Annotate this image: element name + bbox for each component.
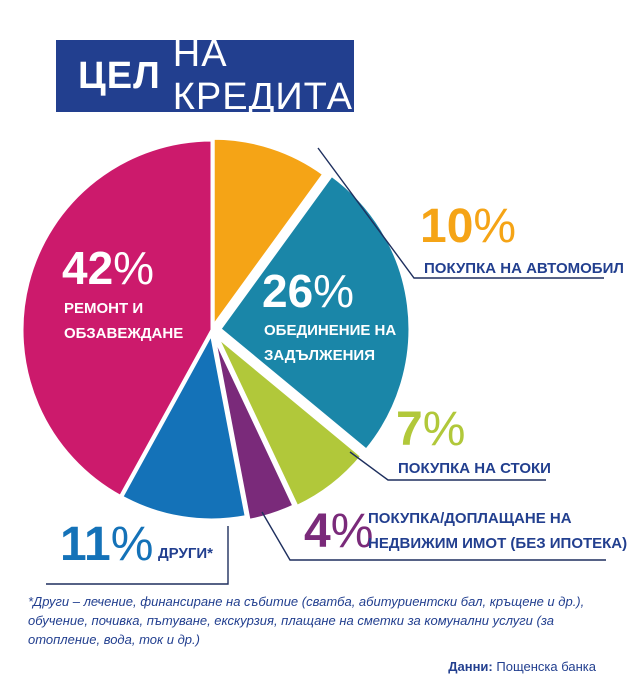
pct-other: 11% [60, 518, 154, 571]
label-estate-1: ПОКУПКА/ДОПЛАЩАНЕ НА [368, 510, 572, 527]
label-repair-1: РЕМОНТ И [64, 300, 144, 317]
label-debt-1: ОБЕДИНЕНИЕ НА [264, 322, 397, 339]
source-label: Данни: [448, 659, 493, 674]
pct-car: 10% [420, 200, 517, 253]
title-bold: ЦЕЛ [78, 54, 161, 97]
title-regular: НА КРЕДИТА [172, 33, 353, 118]
pct-debt: 26% [262, 265, 355, 317]
label-other: ДРУГИ* [158, 545, 213, 562]
label-repair-2: ОБЗАВЕЖДАНЕ [64, 325, 184, 342]
source [448, 659, 596, 674]
label-estate-2: НЕДВИЖИМ ИМОТ (БЕЗ ИПОТЕКА) [368, 535, 628, 552]
footnote: *Други – лечение, финансиране на събитие (сватба, абитуриентски бал, кръщене и др.), обучение, почивка, пътуване, екскурзия, плащане на сметки за комунални услуги (за отопление, вода, ток и др.) [28, 594, 585, 647]
label-goods: ПОКУПКА НА СТОКИ [398, 460, 551, 477]
pct-goods: 7% [396, 403, 466, 456]
label-debt-2: ЗАДЪЛЖЕНИЯ [264, 347, 375, 364]
label-car: ПОКУПКА НА АВТОМОБИЛ [424, 260, 624, 277]
pct-estate: 4% [304, 505, 374, 558]
source-value: Пощенска банка [496, 659, 596, 674]
pct-repair: 42% [62, 242, 155, 294]
